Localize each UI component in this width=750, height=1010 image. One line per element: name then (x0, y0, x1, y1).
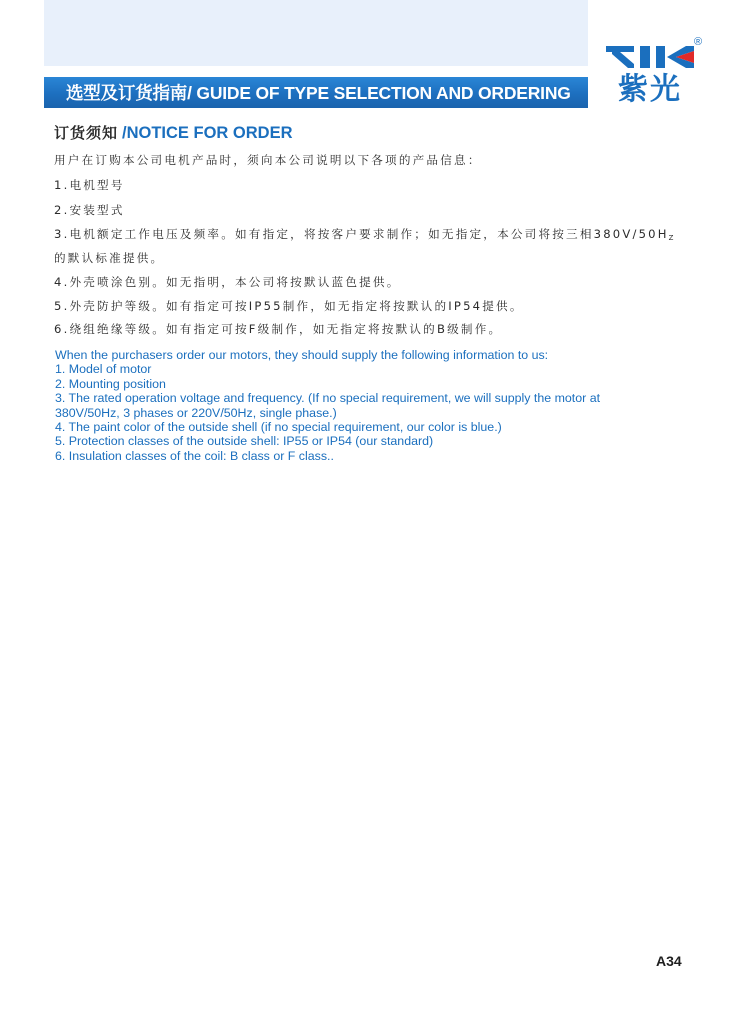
english-item-3: 3. The rated operation voltage and frequency. (If no special requirement, we will supply the motor at (55, 391, 601, 406)
chinese-item-1: 1.电机型号 (54, 178, 125, 192)
zik-logo-icon (604, 38, 696, 70)
chinese-item-4: 4.外壳喷涂色别。如无指明，本公司将按默认蓝色提供。 (54, 275, 401, 289)
title-bar (44, 77, 588, 108)
brand-logo (604, 38, 714, 114)
top-decorative-band (44, 0, 588, 66)
english-item-5: 5. Protection classes of the outside shell: IP55 or IP54 (our standard) (55, 434, 434, 449)
chinese-item-3-subscript: Z (668, 234, 674, 242)
chinese-item-6: 6.绕组绝缘等级。如有指定可按F级制作，如无指定将按默认的B级制作。 (54, 322, 503, 336)
chinese-item-3 (54, 226, 673, 242)
page-title: 选型及订货指南/ GUIDE OF TYPE SELECTION AND ORDERING (66, 83, 571, 103)
chinese-intro: 用户在订购本公司电机产品时，须向本公司说明以下各项的产品信息： (54, 153, 482, 167)
section-heading (54, 123, 293, 144)
registered-mark: ® (694, 36, 703, 48)
english-intro: When the purchasers order our motors, they should supply the following information to us: (55, 348, 549, 362)
section-heading-chinese: 订货须知 (54, 124, 119, 142)
brand-chinese-name: 紫光 (618, 72, 682, 107)
english-item-2: 2. Mounting position (55, 376, 166, 391)
english-item-4: 4. The paint color of the outside shell (if no special requirement, our color is blue.) (55, 420, 502, 435)
chinese-item-3-continued: 的默认标准提供。 (54, 251, 165, 265)
page-number: A34 (656, 953, 682, 969)
section-heading-english: /NOTICE FOR ORDER (122, 124, 293, 142)
english-notice (55, 348, 715, 463)
english-item-3-continued: 380V/50Hz, 3 phases or 220V/50Hz, single phase.) (55, 405, 337, 420)
chinese-item-5: 5.外壳防护等级。如有指定可按IP55制作，如无指定将按默认的IP54提供。 (54, 299, 524, 313)
english-item-6: 6. Insulation classes of the coil: B class or F class.. (55, 448, 334, 463)
chinese-item-2: 2.安装型式 (54, 203, 125, 217)
english-item-1: 1. Model of motor (55, 362, 152, 377)
chinese-item-3-text: 3.电机额定工作电压及频率。如有指定，将按客户要求制作；如无指定，本公司将按三相380V/50H (54, 227, 669, 241)
